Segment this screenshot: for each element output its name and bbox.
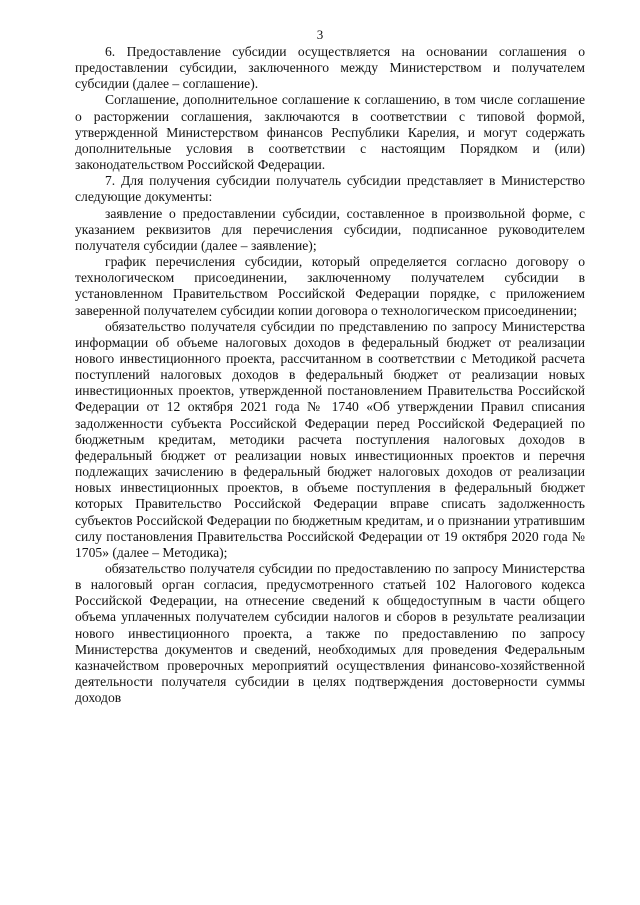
paragraph-payment-schedule: график перечисления субсидии, который определяется согласно договору о технологическом присоединении, заключенному получателем субсидии в установленном Правительством Российской Федерации порядке, с приложением заверенной получателем субсидии копии договора о технологическом присоединении; bbox=[75, 254, 585, 318]
paragraph-item-6: 6. Предоставление субсидии осуществляется на основании соглашения о предоставлении субсидии, заключенного между Министерством и получателем субсидии (далее – соглашение). bbox=[75, 44, 585, 92]
paragraph-item-7: 7. Для получения субсидии получатель субсидии представляет в Министерство следующие документы: bbox=[75, 173, 585, 205]
paragraph-tax-consent-obligation: обязательство получателя субсидии по предоставлению по запросу Министерства в налоговый орган согласия, предусмотренного статьей 102 Налогового кодекса Российской Федерации, на отнесение сведений к общедоступным в части общего объема уплаченных получателем субсидии налогов и сборов в результате реализации нового инвестиционного проекта, а также по предоставлению по запросу Министерства документов и сведений, необходимых для проведения Федеральным казначейством проверочных мероприятий осуществления финансово-хозяйственной деятельности получателя субсидии в целях подтверждения достоверности суммы доходов bbox=[75, 561, 585, 706]
paragraph-application: заявление о предоставлении субсидии, составленное в произвольной форме, с указанием реквизитов для перечисления субсидии, подписанное руководителем получателя субсидии (далее – заявление); bbox=[75, 205, 585, 253]
paragraph-tax-info-obligation: обязательство получателя субсидии по представлению по запросу Министерства информации об объеме налоговых доходов в федеральный бюджет от реализации нового инвестиционного проекта, рассчитанном в соответствии с Методикой расчета поступлений налоговых доходов в федеральный бюджет от реализации новых инвестиционных проектов, утвержденной постановлением Правительства Российской Федерации от 12 октября 2021 года № 1740 «Об утверждении Правил списания задолженности субъекта Российской Федерации перед Российской Федерацией по бюджетным кредитам, методики расчета поступления налоговых доходов в федеральный бюджет от реализации новых инвестиционных проектов и перечня подлежащих зачислению в федеральный бюджет налоговых доходов от реализации новых инвестиционных проектов, в объеме поступления в федеральный бюджет которых Правительство Российской Федерации вправе списать задолженность субъектов Российской Федерации по бюджетным кредитам, и о признании утратившим силу постановления Правительства Российской Федерации от 19 октября 2020 года № 1705» (далее – Методика); bbox=[75, 318, 585, 560]
document-body bbox=[75, 44, 585, 706]
page-number: 3 bbox=[316, 27, 324, 42]
paragraph-agreement-form: Соглашение, дополнительное соглашение к соглашению, в том числе соглашение о расторжении соглашения, заключаются в соответствии с типовой формой, утвержденной Министерством финансов Республики Карелия, и могут содержать дополнительные условия в соответствии с настоящим Порядком и (или) законодательством Российской Федерации. bbox=[75, 92, 585, 173]
